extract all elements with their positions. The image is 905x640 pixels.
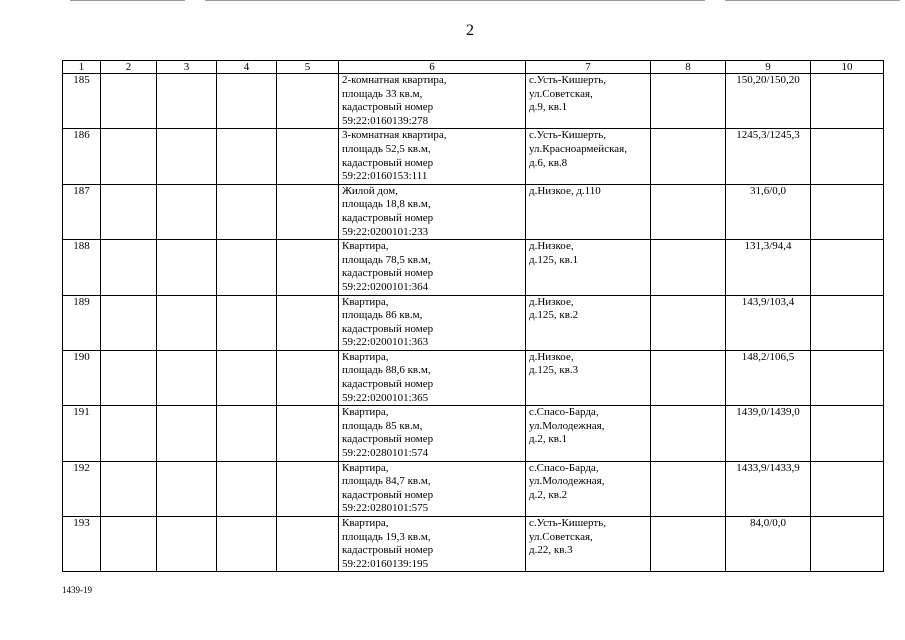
column-header-1: 1	[63, 61, 101, 74]
empty-cell-2	[101, 517, 157, 572]
value-cell: 1245,3/1245,3	[726, 129, 811, 184]
address-cell	[526, 295, 651, 350]
address-line: д.2, кв.2	[529, 488, 568, 501]
empty-cell-3	[157, 517, 217, 572]
object-description-line: Квартира,	[342, 461, 389, 474]
empty-cell-4	[217, 406, 277, 461]
object-description-line: площадь 86 кв.м,	[342, 309, 423, 322]
object-description-line: площадь 19,3 кв.м,	[342, 530, 431, 543]
column-header-2: 2	[101, 61, 157, 74]
object-description-line: 59:22:0200101:364	[342, 280, 429, 293]
address-line: с.Усть-Кишерть,	[529, 74, 606, 86]
row-number-cell: 187	[63, 184, 101, 239]
empty-cell-5	[277, 240, 339, 295]
empty-cell-3	[157, 295, 217, 350]
empty-cell-2	[101, 240, 157, 295]
object-description-line: 59:22:0280101:574	[342, 447, 429, 460]
address-cell	[526, 517, 651, 572]
empty-cell-10	[811, 295, 884, 350]
object-description-line: кадастровый номер	[342, 544, 434, 557]
empty-cell-4	[217, 350, 277, 405]
value-cell: 143,9/103,4	[726, 295, 811, 350]
top-scan-line-left	[70, 0, 185, 1]
address-line: д.Низкое,	[529, 240, 574, 253]
object-description-line: 59:22:0160139:195	[342, 557, 429, 570]
empty-cell-5	[277, 517, 339, 572]
table-row	[63, 240, 884, 295]
empty-cell-8	[651, 406, 726, 461]
object-description-line: площадь 78,5 кв.м,	[342, 253, 431, 266]
address-line: д.Низкое,	[529, 295, 574, 308]
object-description-line: 59:22:0200101:233	[342, 225, 429, 238]
empty-cell-8	[651, 295, 726, 350]
empty-cell-5	[277, 74, 339, 129]
address-line: д.Низкое,	[529, 350, 574, 363]
empty-cell-10	[811, 406, 884, 461]
object-description-line: площадь 85 кв.м,	[342, 419, 423, 432]
table-row	[63, 350, 884, 405]
address-line: д.6, кв.8	[529, 156, 568, 169]
empty-cell-4	[217, 184, 277, 239]
empty-cell-5	[277, 129, 339, 184]
empty-cell-2	[101, 74, 157, 129]
object-description-line: 59:22:0160153:111	[342, 170, 428, 183]
property-registry-table	[62, 60, 884, 572]
address-line: с.Усть-Кишерть,	[529, 517, 606, 529]
address-line: с.Спасо-Барда,	[529, 461, 599, 474]
object-description-line: площадь 88,6 кв.м,	[342, 364, 431, 377]
object-description-cell	[339, 184, 526, 239]
object-description-line: Жилой дом,	[342, 184, 398, 197]
empty-cell-10	[811, 517, 884, 572]
object-description-line: 2-комнатная квартира,	[342, 74, 447, 86]
empty-cell-8	[651, 461, 726, 516]
address-line: д.9, кв.1	[529, 101, 568, 114]
address-line: д.125, кв.1	[529, 253, 579, 266]
address-cell	[526, 406, 651, 461]
page-number: 2	[466, 22, 474, 39]
address-line: ул.Молодежная,	[529, 419, 605, 432]
value-cell: 131,3/94,4	[726, 240, 811, 295]
address-line: д.125, кв.3	[529, 364, 579, 377]
empty-cell-10	[811, 350, 884, 405]
value-cell: 1433,9/1433,9	[726, 461, 811, 516]
object-description-line: кадастровый номер	[342, 156, 434, 169]
object-description-cell	[339, 74, 526, 129]
column-header-8: 8	[651, 61, 726, 74]
empty-cell-8	[651, 184, 726, 239]
object-description-line: кадастровый номер	[342, 267, 434, 280]
empty-cell-8	[651, 350, 726, 405]
top-scan-line-middle	[205, 0, 705, 1]
value-cell: 148,2/106,5	[726, 350, 811, 405]
address-line: д.Низкое, д.110	[529, 184, 601, 197]
object-description-line: Квартира,	[342, 240, 389, 253]
address-cell	[526, 461, 651, 516]
object-description-cell	[339, 517, 526, 572]
object-description-line: кадастровый номер	[342, 322, 434, 335]
value-cell: 1439,0/1439,0	[726, 406, 811, 461]
value-cell: 150,20/150,20	[726, 74, 811, 129]
row-number-cell: 186	[63, 129, 101, 184]
empty-cell-2	[101, 295, 157, 350]
object-description-line: кадастровый номер	[342, 101, 434, 114]
table-row	[63, 295, 884, 350]
column-header-9: 9	[726, 61, 811, 74]
column-number-row	[63, 61, 884, 74]
table-row	[63, 184, 884, 239]
value-cell: 84,0/0,0	[726, 517, 811, 572]
address-line: ул.Советская,	[529, 87, 593, 100]
table-row	[63, 406, 884, 461]
empty-cell-4	[217, 295, 277, 350]
empty-cell-10	[811, 129, 884, 184]
address-cell	[526, 350, 651, 405]
object-description-line: кадастровый номер	[342, 433, 434, 446]
object-description-cell	[339, 406, 526, 461]
row-number-cell: 189	[63, 295, 101, 350]
object-description-line: площадь 18,8 кв.м,	[342, 198, 431, 211]
column-header-7: 7	[526, 61, 651, 74]
address-cell	[526, 184, 651, 239]
object-description-line: кадастровый номер	[342, 378, 434, 391]
address-line: ул.Советская,	[529, 530, 593, 543]
row-number-cell: 185	[63, 74, 101, 129]
empty-cell-4	[217, 74, 277, 129]
column-header-5: 5	[277, 61, 339, 74]
object-description-cell	[339, 129, 526, 184]
address-cell	[526, 129, 651, 184]
empty-cell-5	[277, 184, 339, 239]
row-number-cell: 190	[63, 350, 101, 405]
document-code: 1439-19	[62, 585, 92, 595]
column-header-6: 6	[339, 61, 526, 74]
object-description-line: кадастровый номер	[342, 488, 434, 501]
empty-cell-2	[101, 461, 157, 516]
empty-cell-4	[217, 240, 277, 295]
empty-cell-8	[651, 240, 726, 295]
object-description-cell	[339, 295, 526, 350]
column-header-10: 10	[811, 61, 884, 74]
object-description-cell	[339, 461, 526, 516]
address-line: ул.Молодежная,	[529, 475, 605, 488]
object-description-line: кадастровый номер	[342, 211, 434, 224]
object-description-line: Квартира,	[342, 295, 389, 308]
object-description-line: Квартира,	[342, 517, 389, 529]
empty-cell-2	[101, 406, 157, 461]
empty-cell-3	[157, 129, 217, 184]
empty-cell-10	[811, 240, 884, 295]
object-description-line: 59:22:0200101:365	[342, 391, 429, 404]
object-description-line: 59:22:0200101:363	[342, 336, 429, 349]
value-cell: 31,6/0,0	[726, 184, 811, 239]
empty-cell-8	[651, 74, 726, 129]
object-description-line: 3-комнатная квартира,	[342, 129, 447, 142]
empty-cell-5	[277, 350, 339, 405]
empty-cell-3	[157, 240, 217, 295]
empty-cell-4	[217, 461, 277, 516]
empty-cell-4	[217, 129, 277, 184]
registry-body	[63, 74, 884, 572]
address-line: с.Усть-Кишерть,	[529, 129, 606, 142]
column-header-3: 3	[157, 61, 217, 74]
top-scan-line-right	[725, 0, 900, 1]
empty-cell-5	[277, 461, 339, 516]
empty-cell-10	[811, 461, 884, 516]
object-description-line: Квартира,	[342, 406, 389, 419]
column-header-4: 4	[217, 61, 277, 74]
empty-cell-3	[157, 350, 217, 405]
empty-cell-10	[811, 184, 884, 239]
table-row	[63, 129, 884, 184]
object-description-cell	[339, 240, 526, 295]
address-line: д.125, кв.2	[529, 309, 579, 322]
row-number-cell: 188	[63, 240, 101, 295]
table-row	[63, 461, 884, 516]
empty-cell-3	[157, 406, 217, 461]
table-row	[63, 74, 884, 129]
empty-cell-5	[277, 295, 339, 350]
object-description-line: площадь 52,5 кв.м,	[342, 142, 431, 155]
table-row	[63, 517, 884, 572]
empty-cell-5	[277, 406, 339, 461]
address-cell	[526, 74, 651, 129]
empty-cell-2	[101, 184, 157, 239]
object-description-line: 59:22:0160139:278	[342, 114, 429, 127]
empty-cell-3	[157, 461, 217, 516]
row-number-cell: 191	[63, 406, 101, 461]
row-number-cell: 192	[63, 461, 101, 516]
empty-cell-3	[157, 184, 217, 239]
empty-cell-8	[651, 129, 726, 184]
empty-cell-10	[811, 74, 884, 129]
address-line: д.2, кв.1	[529, 433, 568, 446]
address-cell	[526, 240, 651, 295]
row-number-cell: 193	[63, 517, 101, 572]
empty-cell-4	[217, 517, 277, 572]
address-line: с.Спасо-Барда,	[529, 406, 599, 419]
empty-cell-8	[651, 517, 726, 572]
empty-cell-2	[101, 129, 157, 184]
object-description-cell	[339, 350, 526, 405]
object-description-line: площадь 84,7 кв.м,	[342, 475, 431, 488]
address-line: д.22, кв.3	[529, 544, 573, 557]
empty-cell-2	[101, 350, 157, 405]
object-description-line: Квартира,	[342, 350, 389, 363]
object-description-line: площадь 33 кв.м,	[342, 87, 423, 100]
empty-cell-3	[157, 74, 217, 129]
object-description-line: 59:22:0280101:575	[342, 502, 429, 515]
address-line: ул.Красноармейская,	[529, 142, 627, 155]
